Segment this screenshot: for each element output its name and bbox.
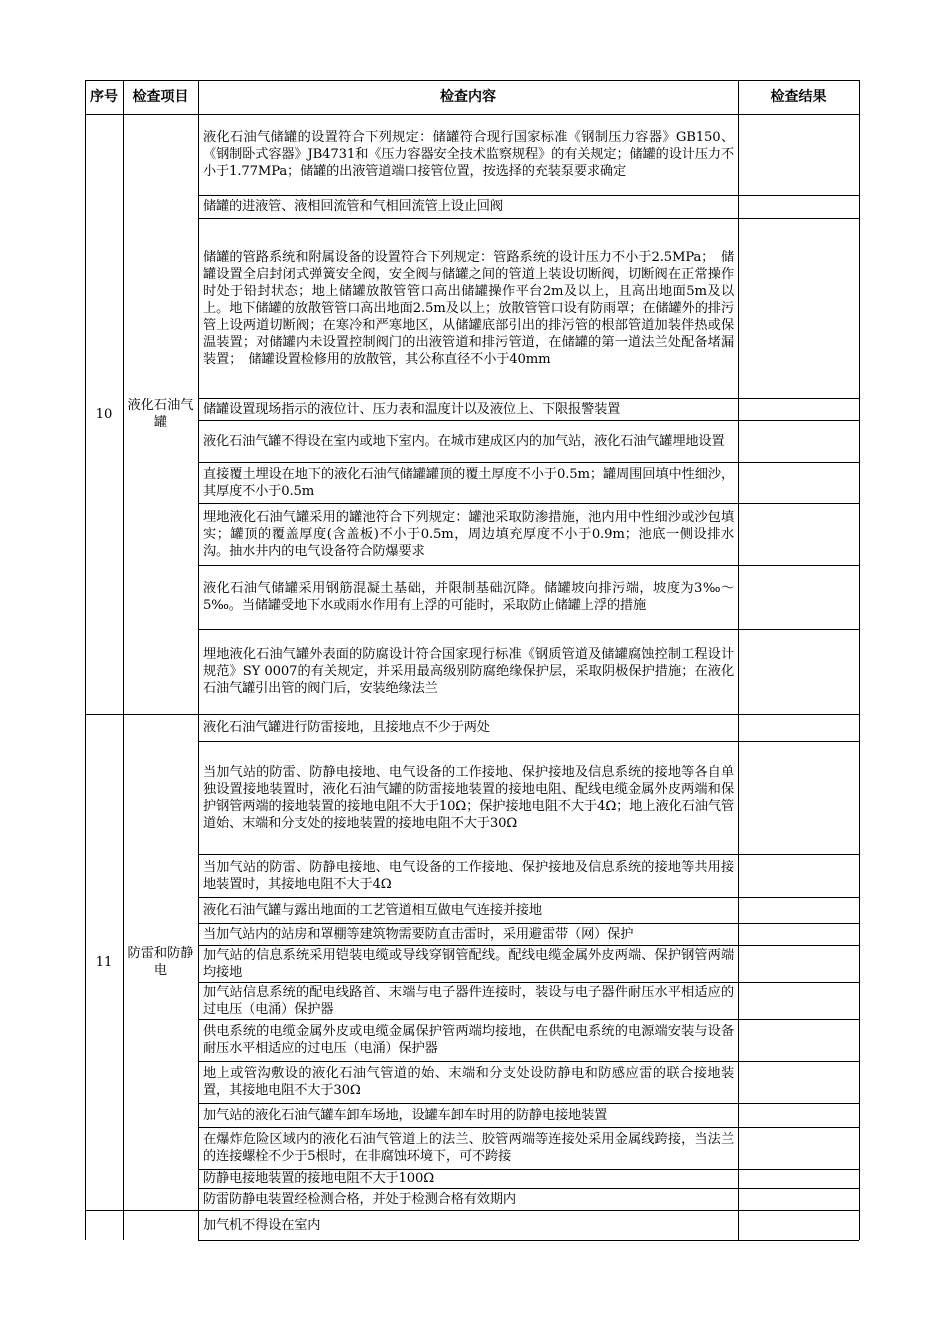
check-result-cell[interactable] [738, 503, 859, 565]
check-result-cell[interactable] [738, 982, 859, 1019]
check-result-cell[interactable] [738, 741, 859, 854]
check-result-cell[interactable] [738, 714, 859, 741]
check-result-cell[interactable] [738, 854, 859, 897]
check-content-cell: 液化石油气储罐采用钢筋混凝土基础，并限制基础沉降。储罐坡向排污端，坡度为3‰～5‰。当储罐受地下水或雨水作用有上浮的可能时，采取防止储罐上浮的措施 [203, 581, 734, 613]
group-seq-cell [85, 1210, 123, 1240]
group-item-cell [123, 1210, 198, 1240]
check-content-cell: 储罐设置现场指示的液位计、压力表和温度计以及液位上、下限报警装置 [203, 401, 621, 417]
grid-line-vertical [123, 80, 124, 1240]
check-result-cell[interactable] [738, 897, 859, 923]
check-result-cell[interactable] [738, 565, 859, 629]
check-result-cell[interactable] [738, 420, 859, 462]
check-content-cell: 加气站的信息系统采用铠装电缆或导线穿钢管配线。配线电缆金属外皮两端、保护钢管两端均接地 [203, 947, 734, 980]
check-content-cell: 供电系统的电缆金属外皮或电缆金属保护管两端均接地，在供配电系统的电源端安装与设备耐压水平相适应的过电压（电涌）保护器 [203, 1024, 734, 1056]
group-seq-cell: 10 [95, 406, 113, 422]
check-content-cell: 埋地液化石油气罐采用的罐池符合下列规定：罐池采取防渗措施，池内用中性细沙或沙包填实；罐顶的覆盖厚度(含盖板)不小于0.5m，周边填充厚度不小于0.9m；池底一侧设排水沟。抽水井内的电气设备符合防爆要求 [203, 509, 734, 559]
header-seq: 序号 [90, 88, 118, 105]
check-content-cell: 直接覆土埋设在地下的液化石油气储罐罐顶的覆土厚度不小于0.5m；罐周围回填中性细沙，其厚度不小于0.5m [203, 466, 734, 499]
check-content-cell: 防静电接地装置的接地电阻不大于100Ω [203, 1171, 435, 1186]
grid-line-vertical [859, 80, 860, 1240]
check-result-cell[interactable] [738, 629, 859, 714]
check-content-cell: 储罐的管路系统和附属设备的设置符合下列规定：管路系统的设计压力不小于2.5MPa； 储罐设置全启封闭式弹簧安全阀，安全阀与储罐之间的管道上装设切断阀，切断阀在正常操作时处于铅封状态；地上储罐放散管管口高出储罐操作平台2m及以上，且高出地面5m及以上。地下储罐的放散管管口高出地面2.5m及以上；放散管管口设有防雨罩；在储罐外的排污管上设两道切断阀；在寒冷和严寒地区，从储罐底部引出的排污管的根部管道加装伴热或保温装置；对储罐内未设置控制阀门的出液管道和排污管道，在储罐的第一道法兰处配备堵漏装置； 储罐设置检修用的放散管，其公称直径不小于40mm [203, 249, 734, 367]
check-result-cell[interactable] [738, 218, 859, 398]
check-result-cell[interactable] [738, 1169, 859, 1188]
check-result-cell[interactable] [738, 1061, 859, 1103]
check-content-cell: 液化石油气储罐的设置符合下列规定：储罐符合现行国家标准《钢制压力容器》GB150、《钢制卧式容器》JB4731和《压力容器安全技术监察规程》的有关规定；储罐的设计压力不小于1.77MPa；储罐的出液管道端口接管位置，按选择的充装泵要求确定 [203, 130, 734, 179]
check-content-cell: 储罐的进液管、液相回流管和气相回流管上设止回阀 [203, 199, 503, 214]
group-item-cell: 防雷和防静电 [127, 946, 194, 978]
group-item-cell: 液化石油气罐 [127, 398, 194, 430]
check-result-cell[interactable] [738, 1210, 859, 1240]
check-result-cell[interactable] [738, 945, 859, 982]
check-result-cell[interactable] [738, 114, 859, 195]
check-content-cell: 在爆炸危险区域内的液化石油气管道上的法兰、胶管两端等连接处采用金属线跨接，当法兰的连接螺栓不少于5根时，在非腐蚀环境下，可不跨接 [203, 1132, 734, 1164]
header-item: 检查项目 [132, 88, 189, 105]
check-result-cell[interactable] [738, 398, 859, 420]
group-seq-cell: 11 [95, 954, 113, 970]
check-result-cell[interactable] [738, 1127, 859, 1169]
grid-line-vertical [85, 80, 86, 1240]
check-result-cell[interactable] [738, 1019, 859, 1061]
check-result-cell[interactable] [738, 195, 859, 218]
grid-line-horizontal [198, 1240, 859, 1241]
header-result: 检查结果 [770, 88, 827, 105]
check-result-cell[interactable] [738, 1188, 859, 1210]
check-content-cell: 液化石油气罐不得设在室内或地下室内。在城市建成区内的加气站，液化石油气罐埋地设置 [203, 433, 725, 449]
grid-line-horizontal [85, 80, 859, 81]
check-content-cell: 地上或管沟敷设的液化石油气管道的始、末端和分支处设防静电和防感应雷的联合接地装置，其接地电阻不大于30Ω [203, 1066, 734, 1098]
check-content-cell: 当加气站内的站房和罩棚等建筑物需要防直击雷时，采用避雷带（网）保护 [203, 926, 634, 942]
check-content-cell: 防雷防静电装置经检测合格，并处于检测合格有效期内 [203, 1191, 516, 1207]
check-result-cell[interactable] [738, 462, 859, 503]
check-content-cell: 加气站的液化石油气罐车卸车场地，设罐车卸车时用的防静电接地装置 [203, 1107, 608, 1123]
grid-line-vertical [198, 80, 199, 1240]
check-result-cell[interactable] [738, 1103, 859, 1127]
check-content-cell: 液化石油气罐进行防雷接地，且接地点不少于两处 [203, 720, 490, 735]
check-content-cell: 埋地液化石油气罐外表面的防腐设计符合国家现行标准《钢质管道及储罐腐蚀控制工程设计规范》SY 0007的有关规定，并采用最高级别防腐绝缘保护层，采取阴极保护措施；在液化石油气罐引出管的阀门后，安装绝缘法兰 [203, 647, 734, 696]
check-content-cell: 加气站信息系统的配电线路首、末端与电子器件连接时，装设与电子器件耐压水平相适应的过电压（电涌）保护器 [203, 984, 734, 1017]
check-content-cell: 当加气站的防雷、防静电接地、电气设备的工作接地、保护接地及信息系统的接地等共用接地装置时，其接地电阻不大于4Ω [203, 859, 734, 892]
check-result-cell[interactable] [738, 923, 859, 945]
grid-line-vertical [738, 80, 739, 1240]
check-content-cell: 当加气站的防雷、防静电接地、电气设备的工作接地、保护接地及信息系统的接地等各自单独设置接地装置时，液化石油气罐的防雷接地装置的接地电阻、配线电缆金属外皮两端和保护钢管两端的接地装置的接地电阻不大于10Ω；保护接地电阻不大于4Ω；地上液化石油气管道始、末端和分支处的接地装置的接地电阻不大于30Ω [203, 764, 734, 831]
header-content: 检查内容 [440, 88, 496, 105]
check-content-cell: 液化石油气罐与露出地面的工艺管道相互做电气连接并接地 [203, 902, 542, 918]
check-content-cell: 加气机不得设在室内 [203, 1217, 321, 1233]
